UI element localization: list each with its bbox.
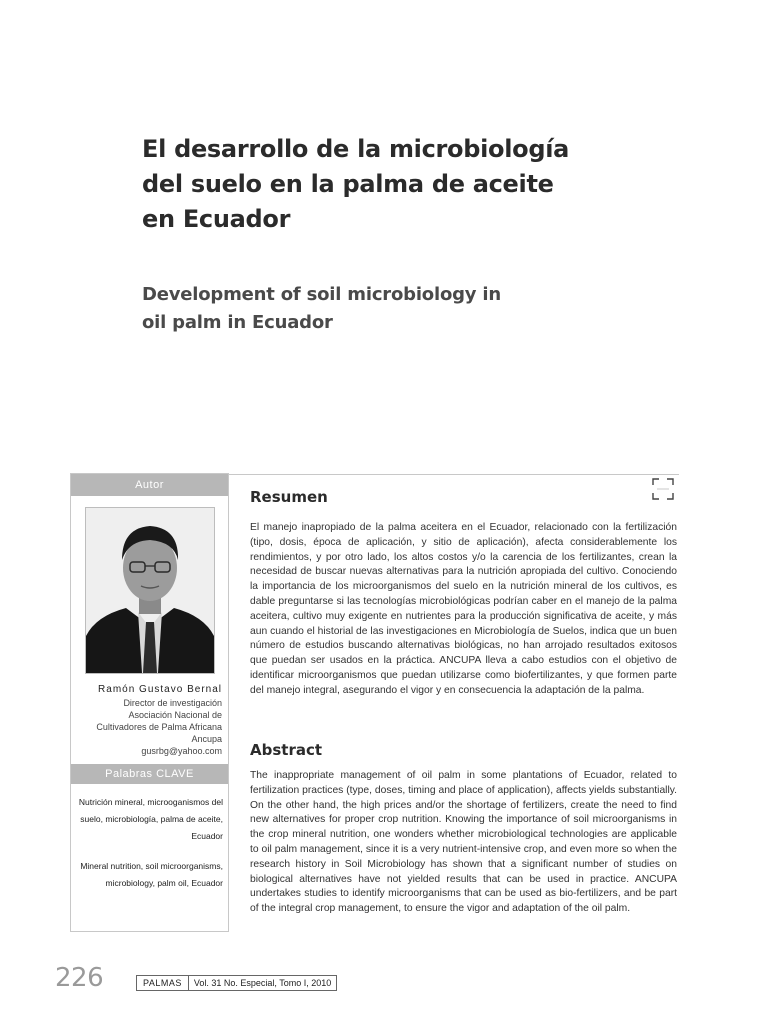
title-line: en Ecuador: [142, 205, 291, 233]
page-number: 226: [55, 963, 104, 993]
author-organization: Asociación Nacional de: [128, 710, 222, 720]
keywords-spanish: Nutrición mineral, microoganismos del suelo, microbiología, palma de aceite, Ecuador: [78, 797, 223, 841]
journal-issue: Vol. 31 No. Especial, Tomo I, 2010: [189, 975, 337, 991]
header-rule: [229, 474, 679, 475]
subtitle-line: Development of soil microbiology in: [142, 284, 501, 305]
portrait-illustration: [86, 508, 214, 673]
author-info: [72, 684, 222, 757]
title-line: El desarrollo de la microbiología: [142, 135, 570, 163]
keywords-english: Mineral nutrition, soil microorganisms, microbiology, palm oil, Ecuador: [80, 861, 223, 888]
author-email: gusrbg@yahoo.com: [141, 746, 222, 756]
author-name: Ramón Gustavo Bernal: [98, 684, 222, 695]
author-organization: Cultivadores de Palma Africana: [96, 722, 222, 732]
author-portrait: [85, 507, 215, 674]
subtitle-line: oil palm in Ecuador: [142, 312, 333, 333]
article-title-en: [142, 281, 562, 337]
resumen-text: El manejo inapropiado de la palma aceitera en el Ecuador, relacionado con la fertilización (tipo, dosis, época de aplicación, y sitio de aplicación), afecta considerablemente los rendimientos, y por otro lado, los altos costos y/o la carencia de los fertilizantes, crean la necesidad de buscar nuevas alternativas para la nutrición apropiada del cultivo. Conociendo la importancia de los microorganismos del suelo en la nutrición mineral de los cultivos, es dable preguntarse si las tecnologías microbiológicas podrían caber en el manejo de la palma aceitera, cultivo muy exigente en nutrientes para la producción significativa de aceite, y más aun cuando el historial de las investigaciones en Microbiología de Suelos, indica que un buen número de estudios buscando alternativas biológicas, no han arrojado resultados exitosos que puedan ser usados en la práctica. ANCUPA lleva a cabo estudios con el objetivo de identificar microorganismos que puedan utilizarse como biofertilizantes, y que formen parte del manejo integral, asegurando el vigor y en consecuencia la adaptación de la palma.: [250, 522, 677, 696]
article-title-es: [142, 132, 612, 237]
journal-footer: [136, 975, 337, 991]
abstract-text: The inappropriate management of oil palm in some plantations of Ecuador, related to fertilization practices (type, doses, timing and place of application), affects yields substantially. On the other hand, the high prices and/or the shortage of fertilizers, create the need to find new alternatives for proper crop nutrition. Knowing the importance of soil microorganisms in the crop mineral nutrition, one wonders whether microbiological technologies are applicable to oil palm management, since it is a very nutrient-intensive crop, and even more so when the research history in Soil Microbiology has shown that a significant number of studies on biological alternatives have not yielded results that can be used in practice. ANCUPA undertakes studies to identify microorganisms that can be used as bio-fertilizers, and be part of the integral crop management, to ensure the vigor and adaptation of the oil palm.: [250, 770, 677, 915]
resumen-heading: Resumen: [250, 488, 328, 506]
author-sidebar: [70, 473, 229, 932]
journal-name: PALMAS: [136, 975, 189, 991]
author-organization: Ancupa: [191, 734, 222, 744]
abstract-heading: Abstract: [250, 741, 323, 759]
author-header: Autor: [71, 474, 228, 496]
crop-marks-icon: [652, 478, 674, 500]
keywords-header: Palabras CLAVE: [71, 764, 228, 784]
author-role: Director de investigación: [123, 698, 222, 708]
title-line: del suelo en la palma de aceite: [142, 170, 554, 198]
